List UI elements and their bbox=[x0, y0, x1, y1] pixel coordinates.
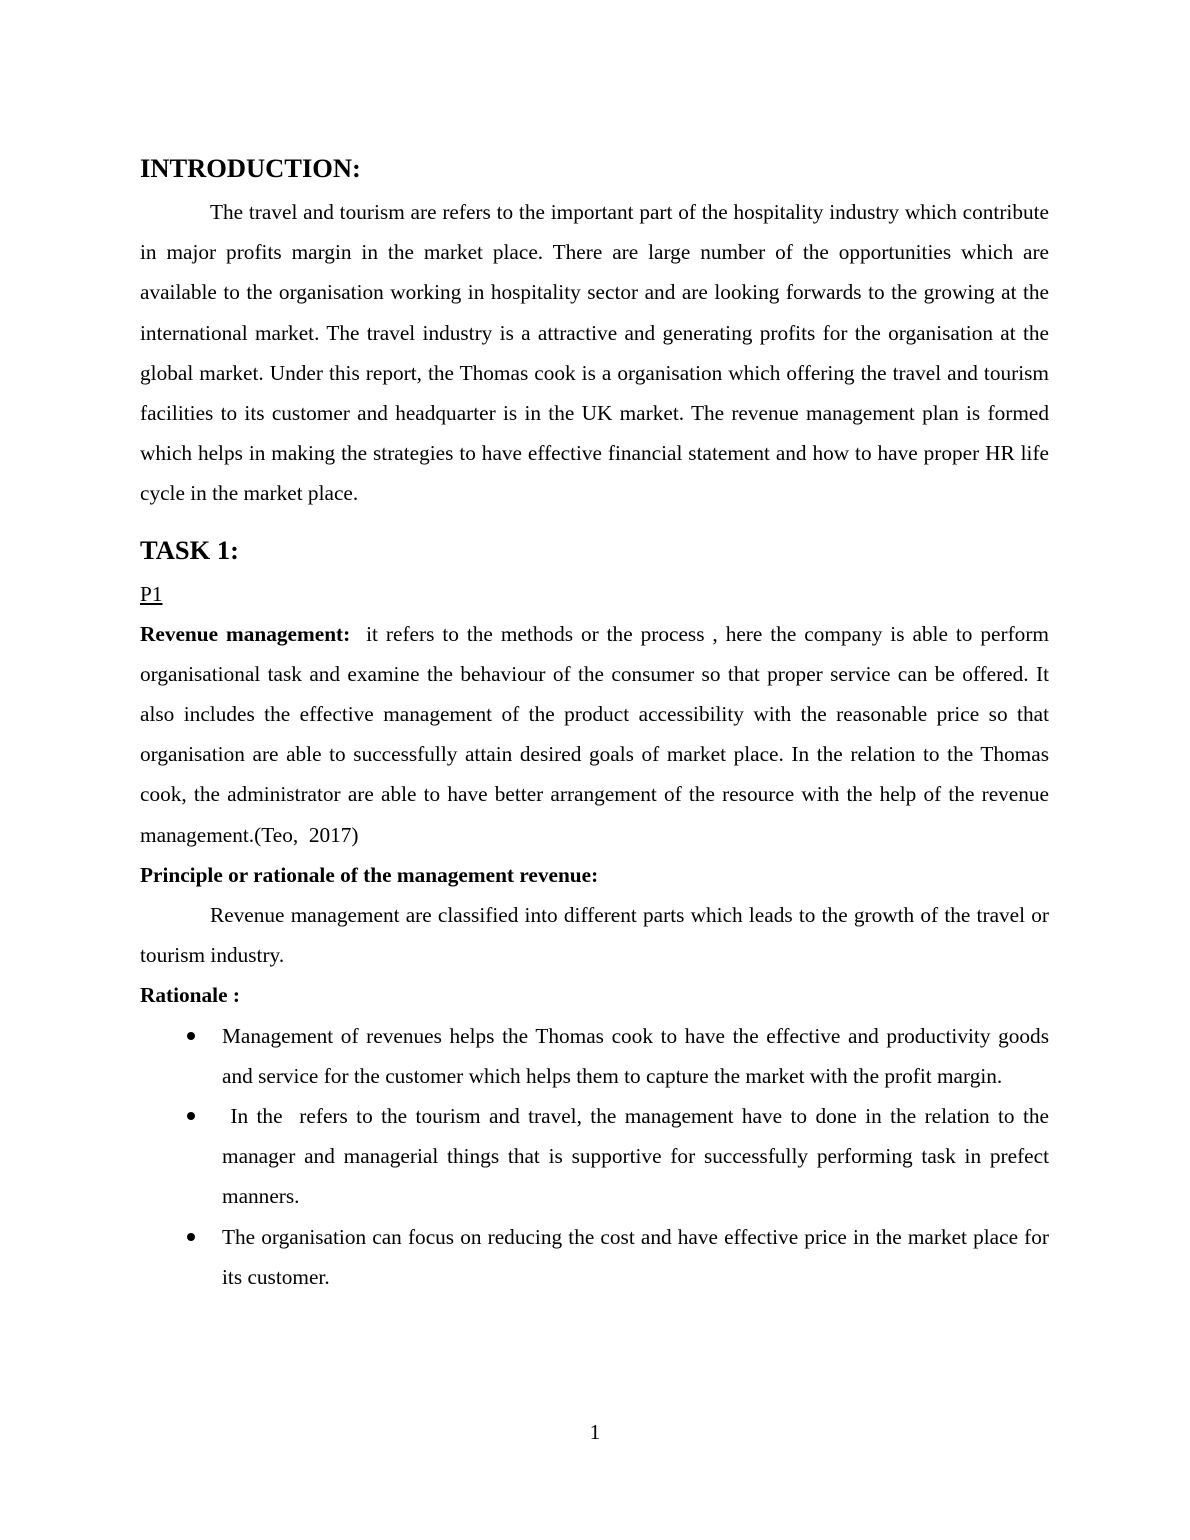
introduction-heading: INTRODUCTION: bbox=[140, 153, 361, 183]
rationale-heading: Rationale : bbox=[140, 983, 240, 1008]
p1-label-text: P1 bbox=[140, 581, 163, 606]
revenue-management-term: Revenue management: bbox=[140, 621, 351, 646]
principle-heading: Principle or rationale of the management revenue: bbox=[140, 862, 599, 887]
bullet-dot-icon bbox=[187, 1032, 195, 1040]
rationale-bullet-text: Management of revenues helps the Thomas cook to have the effective and productivity goods and service for the customer which helps them to capture the market with the profit margin. bbox=[222, 1023, 1049, 1088]
rationale-bullet-item bbox=[140, 1096, 1055, 1217]
rationale-bullet-text: In the refers to the tourism and travel, the management have to done in the relation to the manager and managerial things that is supportive for successfully performing task in prefect manners. bbox=[222, 1104, 1055, 1209]
rationale-bullet-item bbox=[140, 1016, 1049, 1096]
page-content bbox=[140, 150, 1055, 1297]
bullet-dot-icon bbox=[187, 1233, 195, 1241]
revenue-management-definition: it refers to the methods or the process , here the company is able to perform organisational task and examine the behaviour of the consumer so that proper service can be offered. It also includes the effective management of the product accessibility with the reasonable price so that organisation are able to successfully attain desired goals of market place. In the relation to the Thomas cook, the administrator are able to have better arrangement of the resource with the help of the revenue management.(Teo, 2017) bbox=[140, 621, 1055, 847]
rationale-bullet-item bbox=[140, 1217, 1049, 1297]
rationale-bullet-list bbox=[140, 1016, 1055, 1297]
task-1-heading: TASK 1: bbox=[140, 534, 239, 565]
p1-label bbox=[140, 574, 1049, 614]
introduction-paragraph: The travel and tourism are refers to the important part of the hospitality industry which contribute in major profits margin in the market place. There are large number of the opportunities which are available to the organisation working in hospitality sector and are looking forwards to the growing at the international market. The travel industry is a attractive and generating profits for the organisation at the global market. Under this report, the Thomas cook is a organisation which offering the travel and tourism facilities to its customer and headquarter is in the UK market. The revenue management plan is formed which helps in making the strategies to have effective financial statement and how to have proper HR life cycle in the market place. bbox=[140, 200, 1049, 506]
revenue-management-paragraph bbox=[140, 614, 1055, 855]
rationale-bullet-text: The organisation can focus on reducing the cost and have effective price in the market place for its customer. bbox=[222, 1224, 1049, 1289]
bullet-dot-icon bbox=[187, 1112, 195, 1120]
page-number: 1 bbox=[589, 1420, 601, 1444]
principle-paragraph: Revenue management are classified into different parts which leads to the growth of the travel or tourism industry. bbox=[140, 903, 1049, 968]
